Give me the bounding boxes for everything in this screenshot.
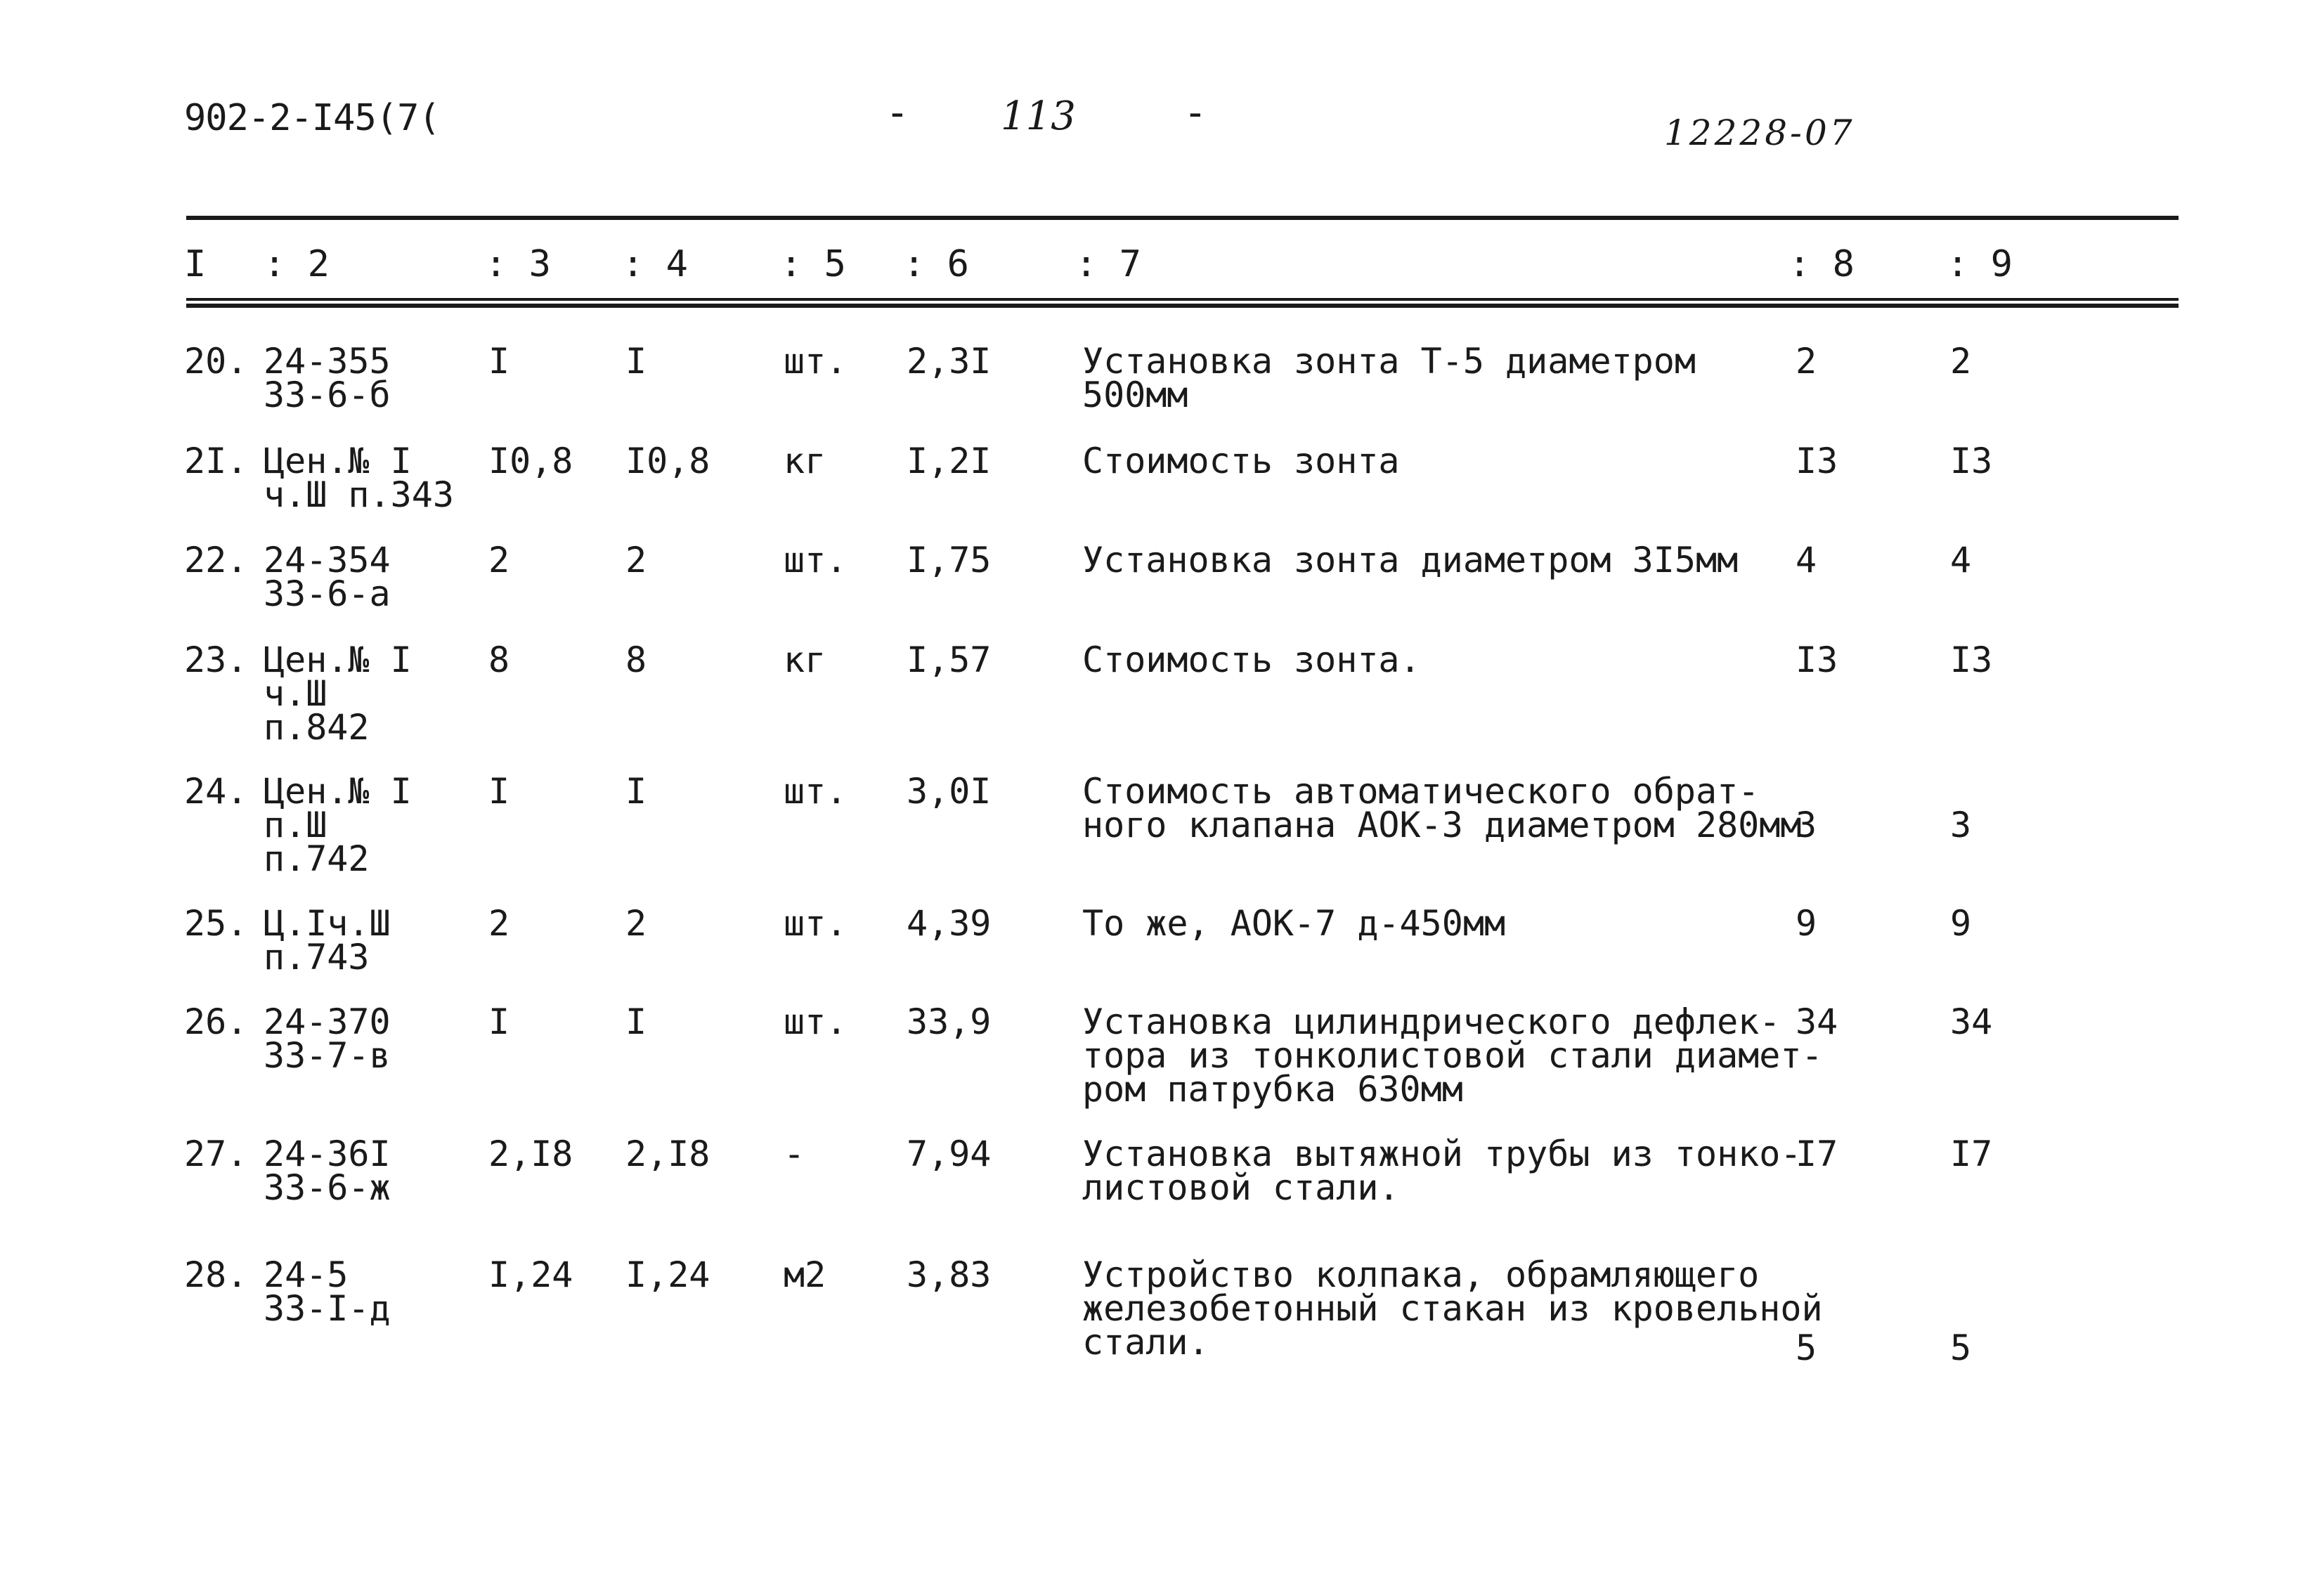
row-qty-col3: 2 [488,903,510,944]
page-dash-left: - [885,90,909,136]
row-col8: 3 [1796,805,1817,845]
row-col9: 5 [1950,1328,1972,1368]
row-unit: шт. [784,540,848,580]
column-header-1: I [184,243,207,285]
column-header-4: : 4 [622,243,688,285]
row-description-line: железобетонный стакан из кровельной [1082,1288,1823,1329]
row-code-line: ч.Ш [264,673,327,714]
row-description-line: Установка цилиндрического дефлек- [1082,1001,1781,1042]
row-qty-col4: I0,8 [625,441,710,481]
row-col9: I3 [1950,441,1993,481]
row-code-line: п.743 [264,937,370,978]
row-number: 23. [184,640,248,680]
row-description-line: Установка зонта диаметром 3I5мм [1082,540,1739,580]
row-code-line: Цен.№ I [264,771,412,812]
column-header-6: : 6 [903,243,969,285]
row-unit: шт. [784,771,848,812]
row-code-line: Цен.№ I [264,640,412,680]
row-qty-col3: 2 [488,540,510,580]
row-code-line: 24-5 [264,1254,349,1295]
page-number: 113 [1001,93,1076,139]
row-unit: шт. [784,1001,848,1042]
row-price: 3,83 [907,1254,992,1295]
row-col8: 4 [1796,540,1817,580]
row-qty-col4: 2,I8 [625,1134,710,1174]
row-number: 2I. [184,441,248,481]
row-qty-col4: I [625,1001,647,1042]
row-description-line: Установка вытяжной трубы из тонко- [1082,1134,1802,1174]
row-description-line: 500мм [1082,375,1188,415]
row-description-line: стали. [1082,1322,1209,1363]
row-code-line: 24-36I [264,1134,391,1174]
column-header-5: : 5 [780,243,846,285]
row-unit: - [784,1134,805,1174]
row-qty-col3: 2,I8 [488,1134,573,1174]
row-description-line: ром патрубка 630мм [1082,1069,1463,1110]
row-col9: 3 [1950,805,1972,845]
row-price: I,2I [907,441,992,481]
column-header-9: : 9 [1947,243,2013,285]
row-number: 24. [184,771,248,812]
row-description-line: тора из тонколистовой стали диамет- [1082,1035,1823,1076]
row-code-line: 24-355 [264,341,391,382]
row-price: 2,3I [907,341,992,382]
row-description-line: листовой стали. [1082,1167,1400,1208]
row-price: 4,39 [907,903,992,944]
row-col8: I3 [1796,640,1838,680]
row-col9: I7 [1950,1134,1993,1174]
row-col8: 2 [1796,341,1817,382]
row-code-line: п.742 [264,838,370,879]
row-number: 28. [184,1254,248,1295]
row-qty-col4: 2 [625,903,647,944]
column-header-8: : 8 [1789,243,1855,285]
row-price: 7,94 [907,1134,992,1174]
document-code: 902-2-I45(7( [184,97,440,139]
row-col8: I3 [1796,441,1838,481]
header-rule-upper [186,298,2179,301]
row-number: 25. [184,903,248,944]
row-code-line: 24-354 [264,540,391,580]
row-code-line: ч.Ш п.343 [264,474,454,515]
row-price: I,57 [907,640,992,680]
row-col9: I3 [1950,640,1993,680]
sheet-identifier: 12228-07 [1664,112,1855,153]
row-code-line: п.842 [264,707,370,748]
row-col8: 9 [1796,903,1817,944]
column-header-3: : 3 [485,243,551,285]
row-code-line: 33-I-д [264,1288,391,1329]
row-qty-col4: I [625,341,647,382]
row-code-line: 33-7-в [264,1035,391,1076]
row-unit: шт. [784,903,848,944]
header-rule-lower [186,304,2179,308]
row-description-line: Стоимость автоматического обрат- [1082,771,1760,812]
row-code-line: п.Ш [264,805,327,845]
row-col9: 34 [1950,1001,1993,1042]
row-description-line: Стоимость зонта [1082,441,1400,481]
row-description-line: Стоимость зонта. [1082,640,1421,680]
top-rule [186,216,2179,220]
row-price: 33,9 [907,1001,992,1042]
row-qty-col4: 8 [625,640,647,680]
row-code-line: 33-6-б [264,375,391,415]
row-number: 27. [184,1134,248,1174]
row-price: I,75 [907,540,992,580]
row-number: 26. [184,1001,248,1042]
row-description-line: Установка зонта Т-5 диаметром [1082,341,1696,382]
page-dash-right: - [1183,90,1207,136]
row-qty-col3: I,24 [488,1254,573,1295]
column-header-2: : 2 [264,243,330,285]
row-code-line: 24-370 [264,1001,391,1042]
row-qty-col4: 2 [625,540,647,580]
row-qty-col4: I [625,771,647,812]
row-unit: кг [784,441,826,481]
row-number: 20. [184,341,248,382]
row-qty-col3: I0,8 [488,441,573,481]
row-unit: шт. [784,341,848,382]
row-price: 3,0I [907,771,992,812]
row-col8: 5 [1796,1328,1817,1368]
row-qty-col3: I [488,341,510,382]
row-code-line: 33-6-а [264,573,391,614]
row-description-line: Устройство колпака, обрамляющего [1082,1254,1760,1295]
row-col9: 4 [1950,540,1972,580]
row-code-line: Цен.№ I [264,441,412,481]
row-description-line: ного клапана АОК-3 диаметром 280мм [1082,805,1802,845]
row-qty-col4: I,24 [625,1254,710,1295]
row-code-line: Ц.Iч.Ш [264,903,391,944]
row-qty-col3: 8 [488,640,510,680]
row-qty-col3: I [488,771,510,812]
row-qty-col3: I [488,1001,510,1042]
row-col9: 9 [1950,903,1972,944]
row-col8: 34 [1796,1001,1838,1042]
row-code-line: 33-6-ж [264,1167,391,1208]
row-col9: 2 [1950,341,1972,382]
row-unit: м2 [784,1254,826,1295]
row-number: 22. [184,540,248,580]
row-description-line: То же, АОК-7 д-450мм [1082,903,1506,944]
row-col8: I7 [1796,1134,1838,1174]
column-header-7: : 7 [1075,243,1141,285]
row-unit: кг [784,640,826,680]
